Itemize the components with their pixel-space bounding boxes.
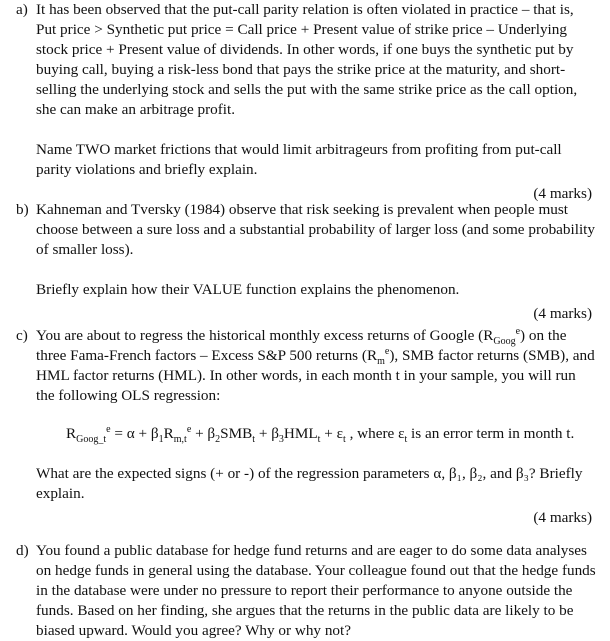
question-d-context: You found a public database for hedge fund returns and are eager to do some data analyses on hedge funds in general using the database. Your colleague found out that the hedge funds in the database were under no pressure to report their performance to anyone outside the funds. Based on her finding, she argues that the returns in the public data are likely to be biased upward. Would you agree? Why or why not? <box>36 542 596 639</box>
question-a-prompt: Name TWO market frictions that would limit arbitrageurs from profiting from put-call parity violations and briefly explain. <box>36 141 562 178</box>
question-c-context: You are about to regress the historical monthly excess returns of Google $(R_{Goog}^e)$ on the three Fama-French factors – Excess S&P 500 returns $(R_m^e)$, SMB factor returns (SMB), and HML factor returns (HML). In other words, in each month t in your sample, you will run the following OLS regression: <box>36 325 595 404</box>
question-b <box>16 200 596 324</box>
question-c <box>16 326 596 528</box>
question-a <box>16 0 596 204</box>
question-body <box>36 326 596 528</box>
marks-label: (4 marks) <box>533 185 592 202</box>
question-c-prompt: What are the expected signs (+ or -) of the regression parameters α, β₁, β₂, and β₃? Briefly explain. <box>36 465 583 502</box>
regression-equation: $R_{Goog\_t}^e = \alpha + \beta_1R_{m,t}^e + \beta_2SMB_t + \beta_3HML_t + \varepsilon_t$ , where $\varepsilon_t$ is an error term in month t. <box>66 423 575 446</box>
question-b-prompt: Briefly explain how their VALUE function explains the phenomenon. <box>36 281 460 298</box>
question-label: a) <box>16 1 28 18</box>
question-body <box>36 0 596 204</box>
question-label: c) <box>16 327 28 344</box>
question-label: b) <box>16 201 29 218</box>
question-body <box>36 200 596 324</box>
question-a-context: It has been observed that the put-call parity relation is often violated in practice – that is, Put price > Synthetic put price = Call price + Present value of strike price – Underlying stock price + Present value of dividends. In other words, if one buys the synthetic put by buying call, buying a risk-less bond that pays the strike price at the maturity, and short-selling the underlying stock and sells the put with the same strike price as the call option, she can make an arbitrage profit. <box>36 1 578 118</box>
marks-label: (4 marks) <box>533 305 592 322</box>
question-d <box>16 541 596 641</box>
marks-label: (4 marks) <box>533 509 592 526</box>
question-label: d) <box>16 542 29 559</box>
question-b-context: Kahneman and Tversky (1984) observe that risk seeking is prevalent when people must choose between a sure loss and a substantial probability of larger loss (and some probability of smaller loss). <box>36 201 595 258</box>
question-body <box>36 541 596 641</box>
